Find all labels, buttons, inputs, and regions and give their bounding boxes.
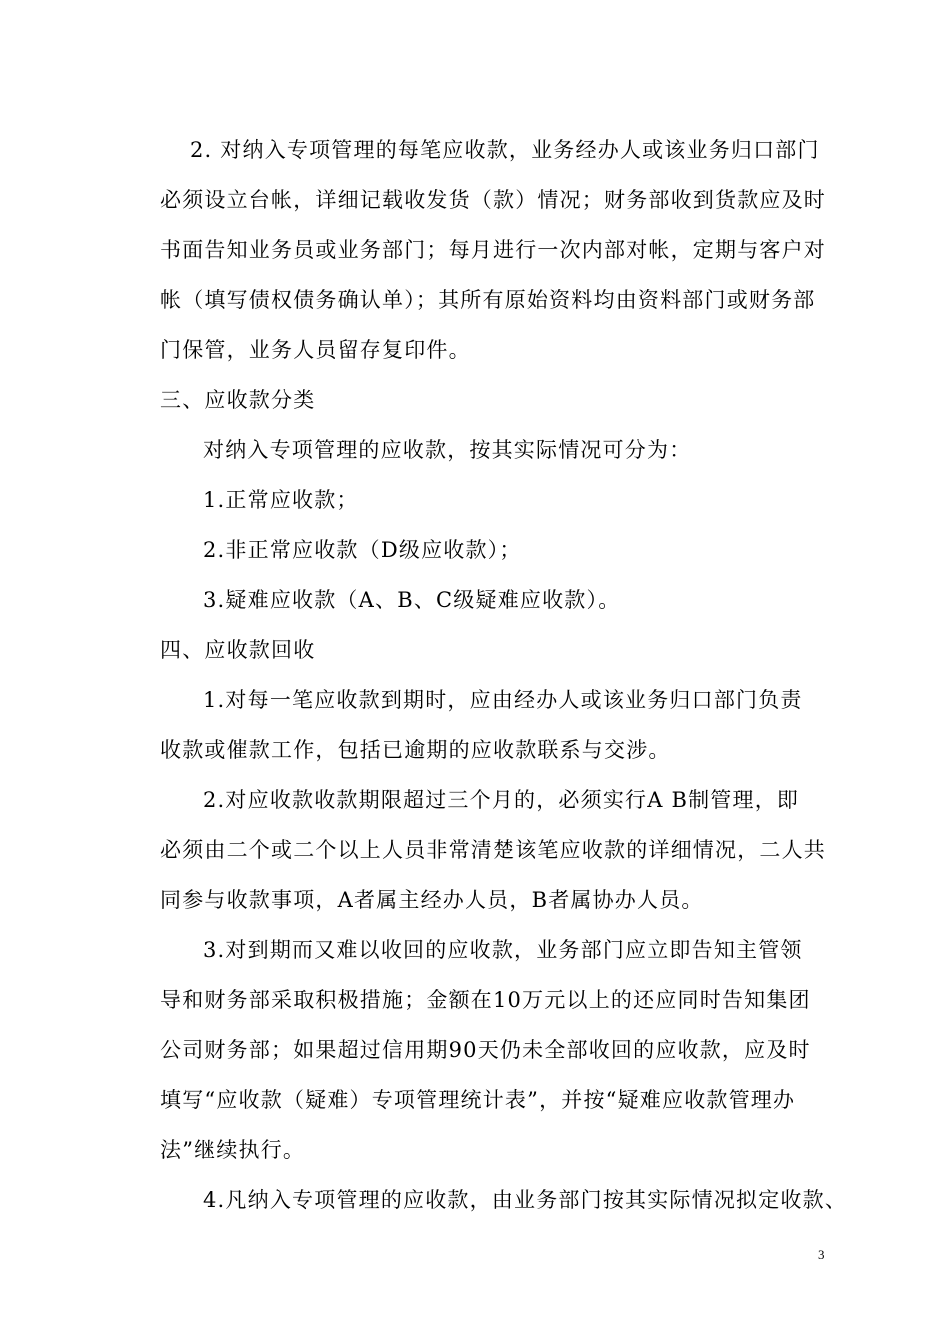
text-line: 同参与收款事项，A者属主经办人员，B者属协办人员。: [160, 888, 704, 912]
section-heading: 三、应收款分类: [160, 388, 316, 412]
text-line: 1.对每一笔应收款到期时，应由经办人或该业务归口部门负责: [203, 688, 803, 712]
text-line: 公司财务部；如果超过信用期90天仍未全部收回的应收款，应及时: [160, 1038, 811, 1062]
section-heading: 四、应收款回收: [160, 638, 316, 662]
page-number: 3: [818, 1247, 825, 1262]
text-line: 2. 对纳入专项管理的每笔应收款，业务经办人或该业务归口部门: [190, 138, 820, 162]
list-item: 1.正常应收款；: [203, 488, 359, 512]
text-line: 对纳入专项管理的应收款，按其实际情况可分为：: [203, 438, 692, 462]
list-item: 2.非正常应收款（D级应收款）；: [203, 538, 522, 562]
text-line: 收款或催款工作，包括已逾期的应收款联系与交涉。: [160, 738, 671, 762]
text-line: 书面告知业务员或业务部门；每月进行一次内部对帐，定期与客户对: [160, 238, 826, 262]
text-line: 4.凡纳入专项管理的应收款，由业务部门按其实际情况拟定收款、: [203, 1188, 848, 1212]
text-line: 帐（填写债权债务确认单）；其所有原始资料均由资料部门或财务部: [160, 288, 816, 312]
text-line: 导和财务部采取积极措施；金额在10万元以上的还应同时告知集团: [160, 988, 811, 1012]
text-line: 3.对到期而又难以收回的应收款，业务部门应立即告知主管领: [203, 938, 803, 962]
text-line: 填写“应收款（疑难）专项管理统计表”，并按“疑难应收款管理办: [160, 1088, 796, 1112]
text-line: 必须设立台帐，详细记载收发货（款）情况；财务部收到货款应及时: [160, 188, 826, 212]
text-line: 门保管，业务人员留存复印件。: [160, 338, 471, 362]
text-line: 必须由二个或二个以上人员非常清楚该笔应收款的详细情况，二人共: [160, 838, 826, 862]
text-line: 2.对应收款收款期限超过三个月的，必须实行A B制管理，即: [203, 788, 800, 812]
list-item: 3.疑难应收款（A、B、C级疑难应收款）。: [203, 588, 621, 612]
text-line: 法”继续执行。: [160, 1138, 306, 1162]
